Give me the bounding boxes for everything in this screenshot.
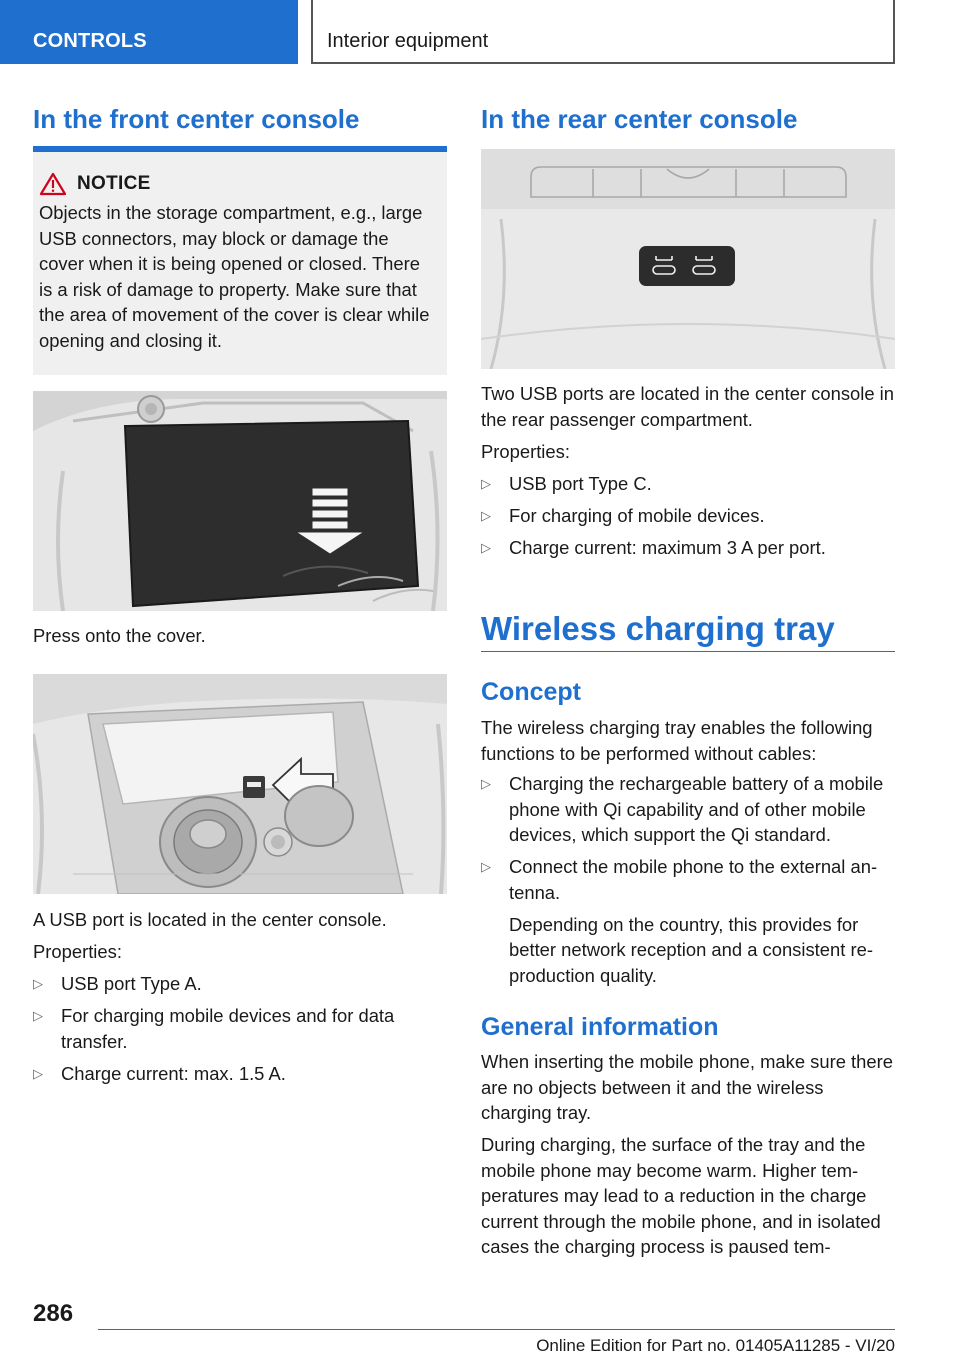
rear-console-heading: In the rear center console — [481, 104, 798, 134]
wireless-charging-heading: Wireless charging tray — [481, 610, 835, 647]
bullet-triangle-icon: ▷ — [481, 776, 491, 791]
list-item: ▷ Connect the mobile phone to the external antenna. Depending on the country, this provides for better network reception and a consistent reproduction quality. — [481, 854, 895, 988]
front-properties-list — [33, 971, 447, 1093]
rear-usb-ports-image — [481, 149, 895, 369]
edition-footer: Online Edition for Part no. 01405A11285 - VI/20 — [536, 1336, 895, 1355]
chapter-divider — [481, 651, 895, 652]
list-item: ▷ For charging mobile devices and for data transfer. — [33, 1005, 395, 1052]
notice-body: Objects in the storage compartment, e.g., large USB connectors, may block or damage the cover when it is being opened or closed. There is a risk of damage to property. Make sure that the area of movement of the cover is clear while opening and closing it. — [39, 202, 430, 351]
caption-rear-usb: Two USB ports are located in the center console in the rear passenger compartment. — [481, 383, 894, 430]
bullet-triangle-icon: ▷ — [481, 540, 491, 555]
rear-properties-label: Properties: — [481, 441, 570, 462]
notice-title: NOTICE — [77, 173, 151, 194]
list-item: ▷ USB port Type C. — [481, 471, 895, 497]
general-info-para2: During charging, the surface of the tray and the mobile phone may become warm. Higher temperatures may lead to a reduction in the charge current through the mobile phone, and in isolated cases the charging process is paused tem- — [481, 1134, 881, 1257]
notice-header — [39, 172, 437, 196]
list-item: ▷ Charge current: max. 1.5 A. — [33, 1061, 447, 1087]
warning-triangle-icon — [39, 172, 67, 196]
front-properties-label: Properties: — [33, 941, 122, 962]
concept-heading: Concept — [481, 678, 581, 706]
caption-front-usb: A USB port is located in the center console. — [33, 909, 387, 930]
list-item: ▷ For charging of mobile devices. — [481, 503, 895, 529]
bullet-triangle-icon: ▷ — [481, 859, 491, 874]
rear-properties-list — [481, 471, 895, 567]
antenna-note: Depending on the country, this provides for better network reception and a consistent reproduction quality. — [509, 913, 873, 986]
general-info-heading: General information — [481, 1013, 719, 1041]
front-console-heading: In the front center console — [33, 104, 360, 134]
bullet-triangle-icon: ▷ — [33, 1008, 43, 1023]
notice-box — [33, 146, 447, 375]
chapter-tab — [311, 0, 895, 64]
general-info-para1: When inserting the mobile phone, make sure there are no objects between it and the wireless charging tray. — [481, 1051, 893, 1123]
caption-press-cover: Press onto the cover. — [33, 625, 206, 646]
list-item: ▷ Charging the rechargeable battery of a mobile phone with Qi capability and of other mobile devices, which support the Qi standard. — [481, 773, 884, 845]
front-usb-port-image — [33, 674, 447, 894]
bullet-triangle-icon: ▷ — [481, 508, 491, 523]
list-item: ▷ Charge current: maximum 3 A per port. — [481, 535, 895, 561]
bullet-triangle-icon: ▷ — [481, 476, 491, 491]
bullet-triangle-icon: ▷ — [33, 1065, 43, 1081]
page-number: 286 — [33, 1300, 74, 1327]
concept-intro: The wireless charging tray enables the following functions to be performed without cables: — [481, 717, 873, 764]
chapter-title: Interior equipment — [327, 30, 489, 52]
section-title: CONTROLS — [33, 30, 147, 52]
list-item: ▷ USB port Type A. — [33, 971, 447, 997]
storage-cover-image — [33, 391, 447, 611]
footer-divider — [98, 1329, 895, 1330]
bullet-triangle-icon: ▷ — [33, 976, 43, 991]
section-tab[interactable] — [0, 0, 298, 64]
concept-list — [481, 771, 895, 995]
